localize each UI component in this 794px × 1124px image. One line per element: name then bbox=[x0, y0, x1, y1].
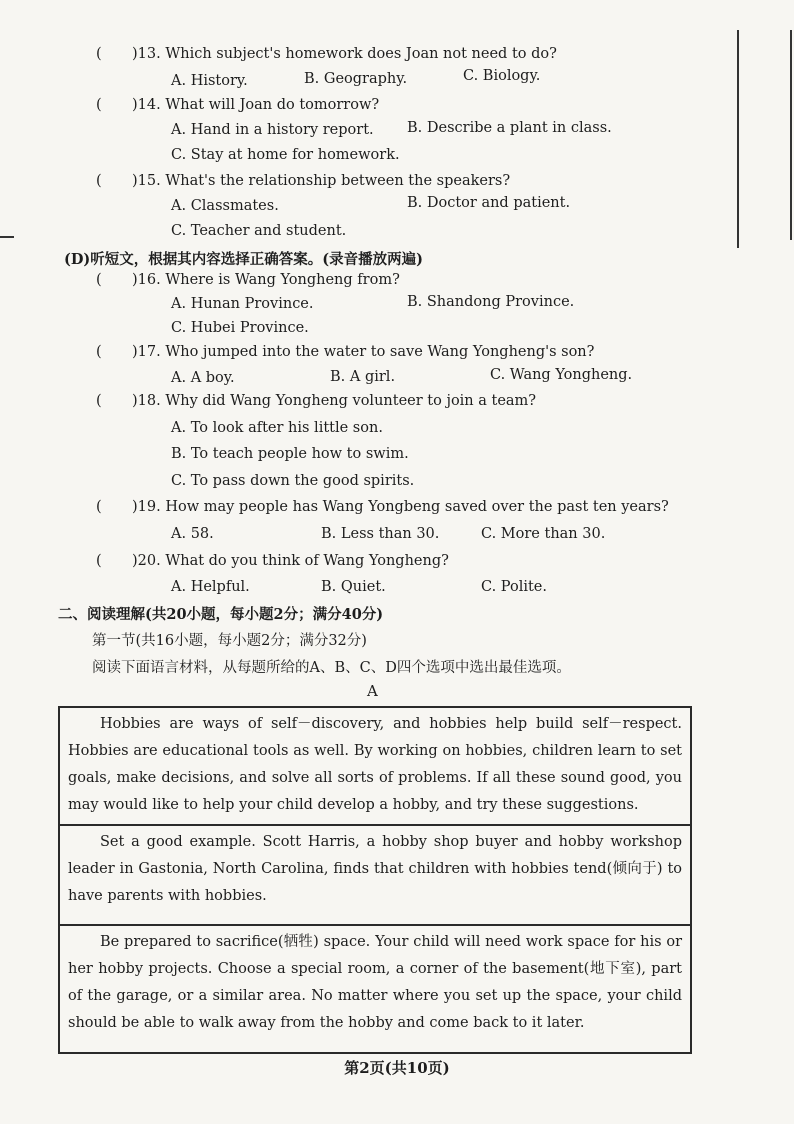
question-number: )17. bbox=[132, 344, 161, 360]
question-18 bbox=[96, 393, 536, 409]
option-a: A. Hand in a history report. bbox=[171, 122, 374, 138]
question-15 bbox=[96, 173, 510, 189]
option-c: C. Hubei Province. bbox=[171, 320, 309, 336]
reading-subheading: 第一节(共16小题，每小题2分；满分32分) bbox=[92, 633, 367, 649]
option-b: B. To teach people how to swim. bbox=[171, 446, 409, 462]
passage-paragraph-2 bbox=[58, 824, 692, 926]
question-text: Why did Wang Yongheng volunteer to join a team? bbox=[165, 393, 537, 409]
question-text: Who jumped into the water to save Wang Yongheng's son? bbox=[165, 344, 595, 360]
question-19 bbox=[96, 499, 669, 515]
question-20 bbox=[96, 553, 449, 569]
option-c: C. To pass down the good spirits. bbox=[171, 473, 415, 489]
option-b: B. Describe a plant in class. bbox=[407, 120, 612, 136]
far-right-rule bbox=[790, 30, 792, 240]
question-text: Which subject's homework does Joan not need to do? bbox=[165, 46, 557, 62]
question-number: )13. bbox=[132, 46, 161, 62]
option-a: A. To look after his little son. bbox=[171, 420, 383, 436]
paragraph-text: Hobbies are ways of self－discovery, and hobbies help build self－respect. Hobbies are educational tools as well. By working on hobbies, children learn to set goals, make decisions, and solve all sorts of problems. If all these sound good, you may would like to help your child develop a hobby, and try these suggestions. bbox=[68, 716, 682, 813]
section-d-heading: (D)听短文，根据其内容选择正确答案。(录音播放两遍) bbox=[64, 251, 424, 268]
paragraph-text: Be prepared to sacrifice(牺牲) space. Your child will need work space for his or her hobby projects. Choose a special room, a corner of the basement(地下室), part of the garage, or a similar area. No matter where you set up the space, your child should be able to walk away from the hobby and come back to it later. bbox=[68, 934, 682, 1031]
passage-letter: A bbox=[367, 682, 378, 700]
answer-paren: ( bbox=[96, 97, 102, 113]
option-b: B. Quiet. bbox=[321, 579, 386, 595]
option-c: C. Polite. bbox=[481, 579, 547, 595]
option-b: B. A girl. bbox=[330, 369, 396, 385]
answer-paren: ( bbox=[96, 173, 102, 189]
question-number: )18. bbox=[132, 393, 161, 409]
right-margin-rule bbox=[737, 30, 739, 248]
question-14 bbox=[96, 97, 379, 113]
passage-paragraph-1 bbox=[58, 706, 692, 826]
option-b: B. Shandong Province. bbox=[407, 294, 575, 310]
passage-paragraph-3 bbox=[58, 924, 692, 1054]
question-17 bbox=[96, 344, 594, 360]
left-tick bbox=[0, 236, 14, 238]
question-text: Where is Wang Yongheng from? bbox=[165, 272, 400, 288]
paragraph-text: Set a good example. Scott Harris, a hobby shop buyer and hobby workshop leader in Gastonia, North Carolina, finds that children with hobbies tend(倾向于) to have parents with hobbies. bbox=[68, 834, 682, 904]
option-b: B. Geography. bbox=[304, 71, 408, 87]
question-number: )14. bbox=[132, 97, 161, 113]
option-a: A. A boy. bbox=[171, 370, 235, 386]
option-c: C. Stay at home for homework. bbox=[171, 147, 400, 163]
option-a: A. History. bbox=[171, 73, 248, 89]
option-c: C. Wang Yongheng. bbox=[490, 367, 633, 383]
question-number: )15. bbox=[132, 173, 161, 189]
answer-paren: ( bbox=[96, 393, 102, 409]
page-footer: 第2页(共10页) bbox=[344, 1059, 450, 1077]
question-number: )19. bbox=[132, 499, 161, 515]
option-b: B. Doctor and patient. bbox=[407, 195, 571, 211]
question-text: How may people has Wang Yongbeng saved over the past ten years? bbox=[165, 499, 669, 515]
option-a: A. Hunan Province. bbox=[171, 296, 314, 312]
reading-heading: 二、阅读理解(共20小题，每小题2分；满分40分) bbox=[58, 606, 384, 623]
question-13 bbox=[96, 46, 557, 62]
question-text: What's the relationship between the speakers? bbox=[165, 173, 511, 189]
option-b: B. Less than 30. bbox=[321, 526, 440, 542]
answer-paren: ( bbox=[96, 499, 102, 515]
option-c: C. Biology. bbox=[463, 68, 541, 84]
question-16 bbox=[96, 272, 400, 288]
answer-paren: ( bbox=[96, 272, 102, 288]
option-a: A. 58. bbox=[171, 526, 214, 542]
reading-instruction: 阅读下面语言材料，从每题所给的A、B、C、D四个选项中选出最佳选项。 bbox=[92, 660, 571, 676]
question-number: )16. bbox=[132, 272, 161, 288]
answer-paren: ( bbox=[96, 553, 102, 569]
question-number: )20. bbox=[132, 553, 161, 569]
option-c: C. Teacher and student. bbox=[171, 223, 347, 239]
answer-paren: ( bbox=[96, 344, 102, 360]
option-a: A. Helpful. bbox=[171, 579, 250, 595]
option-c: C. More than 30. bbox=[481, 526, 606, 542]
answer-paren: ( bbox=[96, 46, 102, 62]
question-text: What do you think of Wang Yongheng? bbox=[165, 553, 449, 569]
option-a: A. Classmates. bbox=[171, 198, 279, 214]
question-text: What will Joan do tomorrow? bbox=[165, 97, 380, 113]
